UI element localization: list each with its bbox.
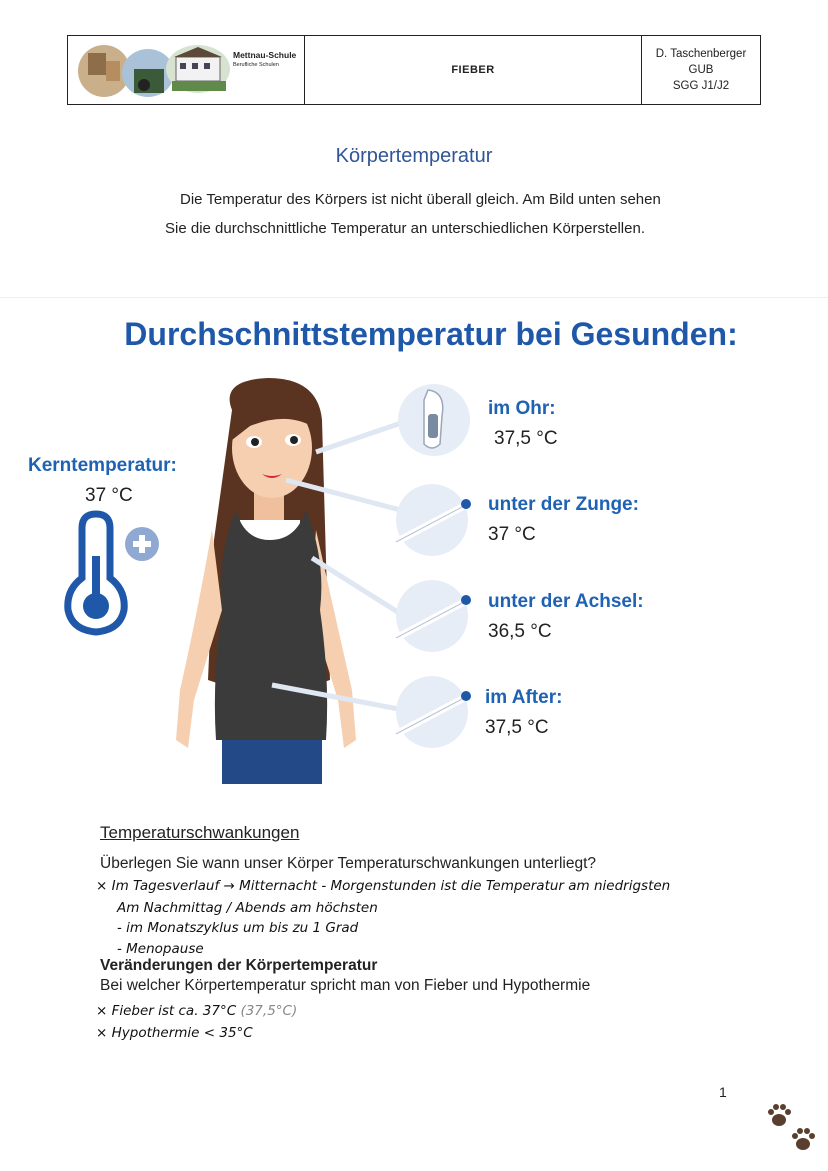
author-block <box>642 36 760 104</box>
paw-prints-icon <box>765 1100 821 1156</box>
core-temp-value: 37 °C <box>85 485 133 506</box>
oral-temp-label: unter der Zunge: <box>488 494 639 515</box>
school-logo <box>68 36 305 104</box>
core-temp-label: Kerntemperatur: <box>28 455 177 476</box>
fluctuations-question: Überlegen Sie wann unser Körper Temperaturschwankungen unterliegt? <box>100 855 597 872</box>
handwritten-note: Am Nachmittag / Abends am höchsten <box>117 900 378 916</box>
axillary-temp-label: unter der Achsel: <box>488 591 644 612</box>
digital-thermometer-icon <box>396 580 471 652</box>
plus-icon <box>125 527 159 561</box>
rectal-temp-label: im After: <box>485 687 563 708</box>
fluctuations-heading: Temperaturschwankungen <box>100 823 300 842</box>
page-number: 1 <box>719 1084 727 1100</box>
handwritten-hypothermia-note: × Hypothermie < 35°C <box>96 1025 253 1041</box>
woman-illustration <box>0 360 828 790</box>
oral-temp-value: 37 °C <box>488 524 536 545</box>
school-name: Mettnau-Schule Berufliche Schulen <box>233 50 297 68</box>
changes-heading: Veränderungen der Körpertemperatur <box>100 957 378 974</box>
intro-line-1: Die Temperatur des Körpers ist nicht überall gleich. Am Bild unten sehen <box>180 191 661 208</box>
changes-question: Bei welcher Körpertemperatur spricht man von Fieber und Hypothermie <box>100 977 591 994</box>
handwritten-note: - Menopause <box>117 941 204 957</box>
handwritten-fever-note: × Fieber ist ca. 37°C (37,5°C) <box>96 1003 298 1019</box>
class-label: SGG J1/J2 <box>672 80 730 92</box>
axillary-temp-value: 36,5 °C <box>488 621 552 642</box>
department: GUB <box>688 64 714 76</box>
rectal-temp-value: 37,5 °C <box>485 717 549 738</box>
handwritten-note: × Im Tagesverlauf → Mitternacht - Morgenstunden ist die Temperatur am niedrigsten <box>96 878 671 894</box>
logo-collage-image <box>76 41 236 99</box>
ear-thermometer-icon <box>398 384 470 456</box>
thermometer-icon <box>68 514 124 632</box>
ear-temp-value: 37,5 °C <box>494 428 558 449</box>
page-title: Körpertemperatur <box>335 145 493 167</box>
document-header <box>67 35 761 105</box>
digital-thermometer-icon <box>396 484 471 556</box>
infographic-title: Durchschnittstemperatur bei Gesunden: <box>124 316 738 352</box>
digital-thermometer-icon <box>396 676 471 748</box>
intro-line-2: Sie die durchschnittliche Temperatur an unterschiedlichen Körperstellen. <box>165 220 645 237</box>
handwritten-note: - im Monatszyklus um bis zu 1 Grad <box>117 920 359 936</box>
section-divider <box>0 297 828 298</box>
document-title: FIEBER <box>305 36 642 104</box>
author-name: D. Taschenberger <box>655 48 747 60</box>
ear-temp-label: im Ohr: <box>488 398 556 419</box>
